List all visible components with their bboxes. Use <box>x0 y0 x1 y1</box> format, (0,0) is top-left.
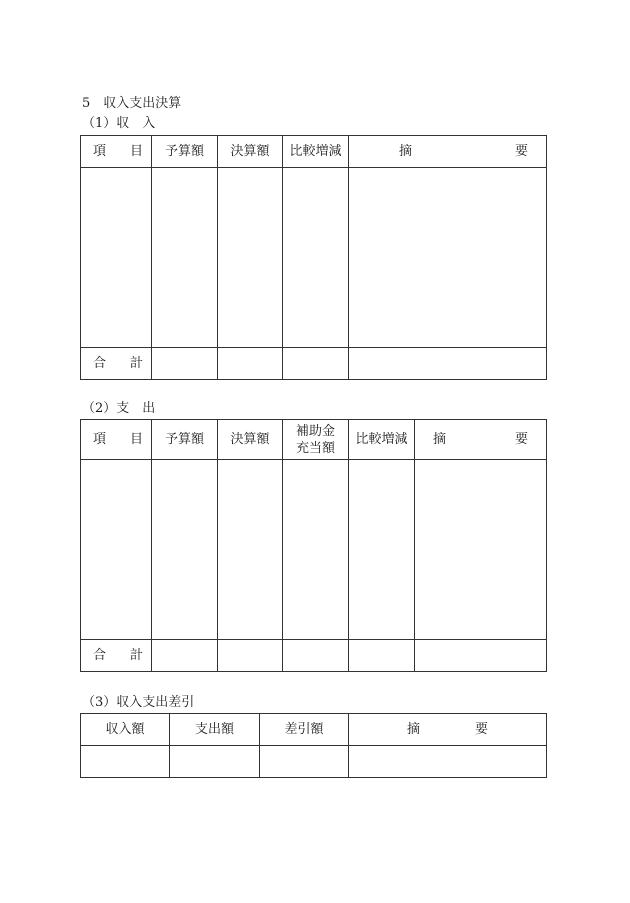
expenditure-cell-subsidy[interactable] <box>283 460 349 640</box>
expenditure-cell-budget[interactable] <box>152 460 218 640</box>
expenditure-header-settlement: 決算額 <box>218 420 283 460</box>
income-cell-remarks[interactable] <box>349 168 547 348</box>
income-header-budget: 予算額 <box>152 136 218 168</box>
expenditure-cell-item[interactable] <box>81 460 152 640</box>
expenditure-cell-remarks[interactable] <box>415 460 547 640</box>
balance-heading: （3）収入支出差引 <box>82 695 195 710</box>
expenditure-header-item: 項 目 <box>81 420 152 460</box>
expenditure-body-row <box>81 460 547 640</box>
income-total-comparison[interactable] <box>283 348 349 380</box>
balance-body-row <box>81 746 547 778</box>
section-title: 5 収入支出決算 <box>82 96 182 111</box>
expenditure-header-comparison: 比較増減 <box>349 420 415 460</box>
expenditure-total-remarks[interactable] <box>415 640 547 672</box>
income-heading: （1）収 入 <box>82 116 156 131</box>
income-cell-item[interactable] <box>81 168 152 348</box>
expenditure-total-comparison[interactable] <box>349 640 415 672</box>
balance-cell-difference[interactable] <box>260 746 349 778</box>
income-table <box>80 135 547 380</box>
expenditure-header-budget: 予算額 <box>152 420 218 460</box>
balance-header-difference: 差引額 <box>260 714 349 746</box>
income-header-remarks: 摘 要 <box>349 136 547 168</box>
expenditure-table <box>80 419 547 672</box>
income-total-budget[interactable] <box>152 348 218 380</box>
income-total-label: 合 計 <box>81 348 152 380</box>
expenditure-total-budget[interactable] <box>152 640 218 672</box>
income-header-settlement: 決算額 <box>218 136 283 168</box>
income-cell-comparison[interactable] <box>283 168 349 348</box>
balance-cell-remarks[interactable] <box>349 746 547 778</box>
expenditure-total-row <box>81 640 547 672</box>
income-header-item: 項 目 <box>81 136 152 168</box>
expenditure-cell-settlement[interactable] <box>218 460 283 640</box>
income-total-settlement[interactable] <box>218 348 283 380</box>
expenditure-total-settlement[interactable] <box>218 640 283 672</box>
income-body-row <box>81 168 547 348</box>
balance-header-income: 収入額 <box>81 714 170 746</box>
balance-cell-income[interactable] <box>81 746 170 778</box>
income-cell-settlement[interactable] <box>218 168 283 348</box>
expenditure-total-subsidy[interactable] <box>283 640 349 672</box>
income-header-row <box>81 136 547 168</box>
balance-header-row <box>81 714 547 746</box>
income-header-comparison: 比較増減 <box>283 136 349 168</box>
balance-header-remarks: 摘 要 <box>349 714 547 746</box>
expenditure-header-subsidy: 補助金 充当額 <box>283 420 349 460</box>
income-total-remarks[interactable] <box>349 348 547 380</box>
balance-header-expenditure: 支出額 <box>170 714 260 746</box>
income-total-row <box>81 348 547 380</box>
expenditure-heading: （2）支 出 <box>82 401 156 416</box>
expenditure-header-remarks: 摘 要 <box>415 420 547 460</box>
expenditure-header-row <box>81 420 547 460</box>
expenditure-total-label: 合 計 <box>81 640 152 672</box>
balance-cell-expenditure[interactable] <box>170 746 260 778</box>
income-cell-budget[interactable] <box>152 168 218 348</box>
expenditure-cell-comparison[interactable] <box>349 460 415 640</box>
balance-table <box>80 713 547 778</box>
